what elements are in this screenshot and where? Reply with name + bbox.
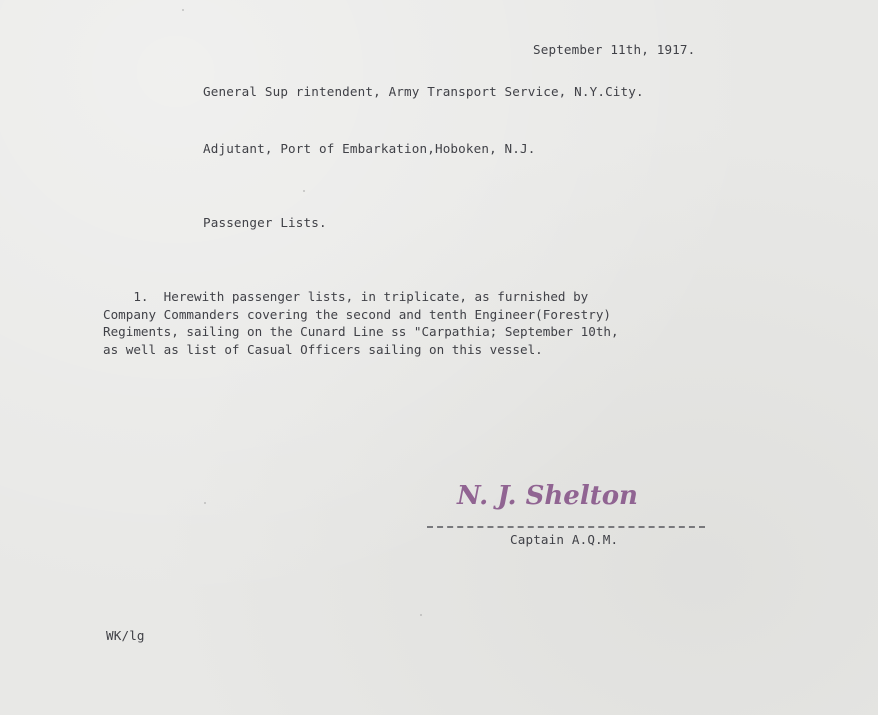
letter-to: Adjutant, Port of Embarkation,Hoboken, N.J.: [203, 141, 536, 156]
signature-line: [427, 526, 705, 529]
paragraph-line: Company Commanders covering the second and tenth Engineer(Forestry): [103, 306, 611, 322]
handwritten-signature: N. J. Shelton: [457, 481, 638, 511]
paper-speck: [420, 614, 422, 616]
letter-date: September 11th, 1917.: [533, 42, 696, 57]
paragraph-line: 1. Herewith passenger lists, in triplicate, as furnished by: [103, 289, 589, 304]
reference-initials: WK/lg: [106, 628, 145, 643]
signer-rank: Captain A.Q.M.: [510, 532, 619, 547]
paper-speck: [182, 9, 184, 11]
paper-speck: [303, 190, 305, 192]
letter-from: General Sup rintendent, Army Transport Service, N.Y.City.: [203, 84, 644, 99]
letter-paragraph: [103, 288, 793, 358]
paragraph-line: Regiments, sailing on the Cunard Line ss "Carpathia; September 10th,: [103, 324, 619, 339]
paper-speck: [204, 502, 206, 504]
letter-subject: Passenger Lists.: [203, 215, 327, 230]
paragraph-line: as well as list of Casual Officers sailing on this vessel.: [103, 341, 543, 357]
